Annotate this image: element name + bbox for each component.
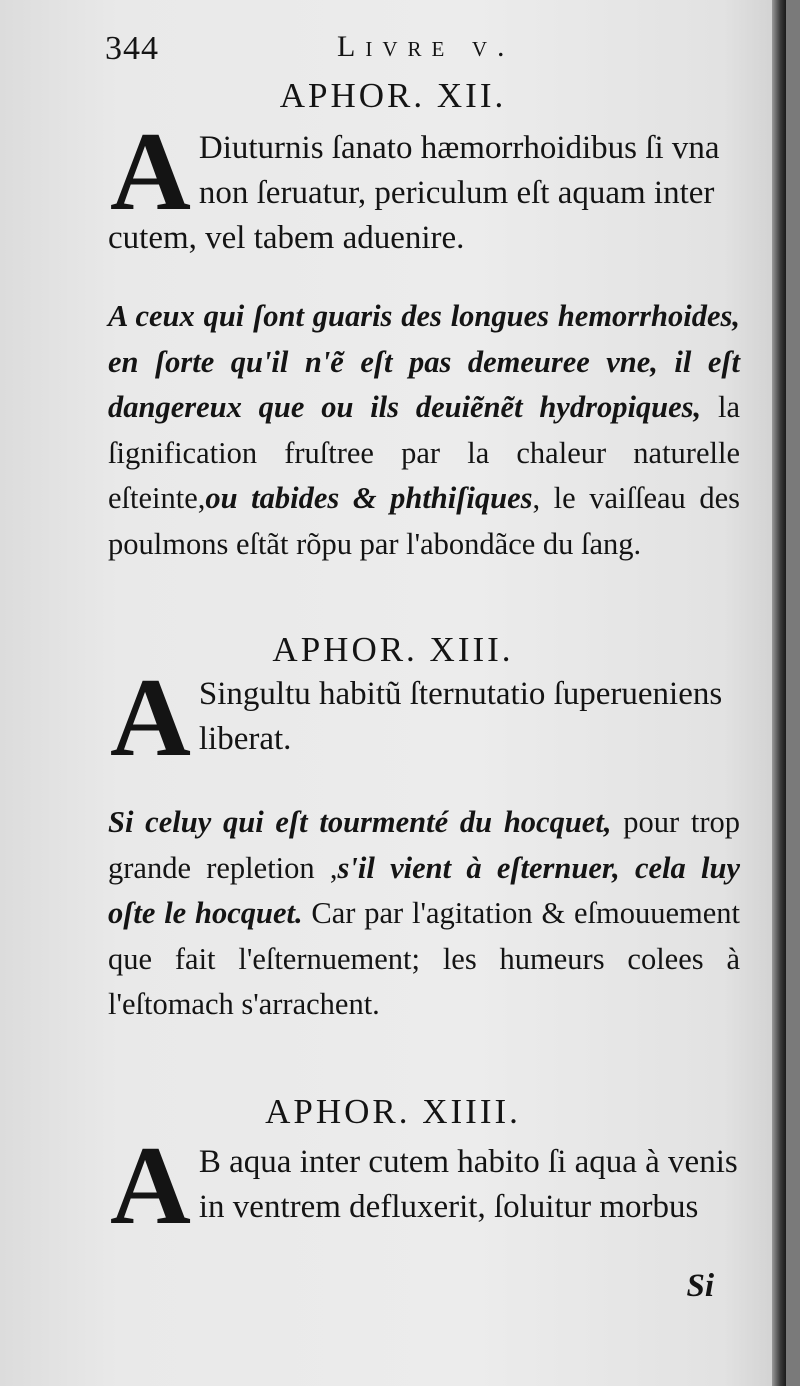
- catchword: Si: [686, 1268, 714, 1304]
- drop-initial: A: [110, 1124, 191, 1248]
- latin-text: [108, 656, 740, 780]
- french-translation: [108, 294, 740, 567]
- translation-roman: , le vaiſſeau des poulmons eſtãt rõpu par l'abondãce du ſang.: [108, 481, 740, 561]
- aphorism-title: APHOR. XIIII.: [265, 1092, 521, 1131]
- drop-initial: A: [110, 656, 191, 780]
- page-number: 344: [105, 30, 159, 67]
- translation-italic: s'il vient à eſternuer, cela luy oſte le hocquet.: [108, 850, 741, 930]
- latin-body: B aqua inter cutem habito ſi aqua à venis in ventrem defluxerit, ſoluitur morbus: [198, 1144, 738, 1225]
- translation-roman: Car par l'agitation & eſmouuement que fait l'eſternuement; les humeurs colees à l'eſtomach s'arrachent.: [108, 896, 741, 1021]
- translation-italic: A ceux qui ſont guaris des longues hemorrhoides, en ſorte qu'il n'ẽ eſt pas demeuree vne, il eſt dangereux que ou ils deuiẽnẽt hydropiques,: [108, 299, 740, 424]
- running-head: Livre v.: [337, 30, 515, 63]
- drop-initial: A: [110, 110, 191, 234]
- page-binding-edge: [772, 0, 786, 1386]
- latin-text: [108, 1124, 740, 1248]
- translation-italic: Si celuy qui eſt tourmenté du hocquet,: [108, 805, 612, 839]
- latin-body: Diuturnis ſanato hæmorrhoidibus ſi vna non ſeruatur, periculum eſt aquam inter cutem, vel tabem aduenire.: [108, 130, 720, 256]
- latin-text: [108, 110, 740, 261]
- aphorism-title: APHOR. XIII.: [272, 630, 514, 669]
- page-header: [105, 30, 745, 80]
- translation-roman: pour trop grande repletion ,: [108, 805, 740, 885]
- translation-roman: la ſignification fruſtree par la chaleur naturelle eſteinte,: [108, 390, 740, 515]
- translation-italic: ou tabides & phthiſiques: [205, 481, 533, 515]
- french-translation: [108, 800, 740, 1028]
- aphorism-title: APHOR. XII.: [279, 76, 507, 115]
- latin-body: Singultu habitũ ſternutatio ſuperueniens liberat.: [198, 676, 723, 757]
